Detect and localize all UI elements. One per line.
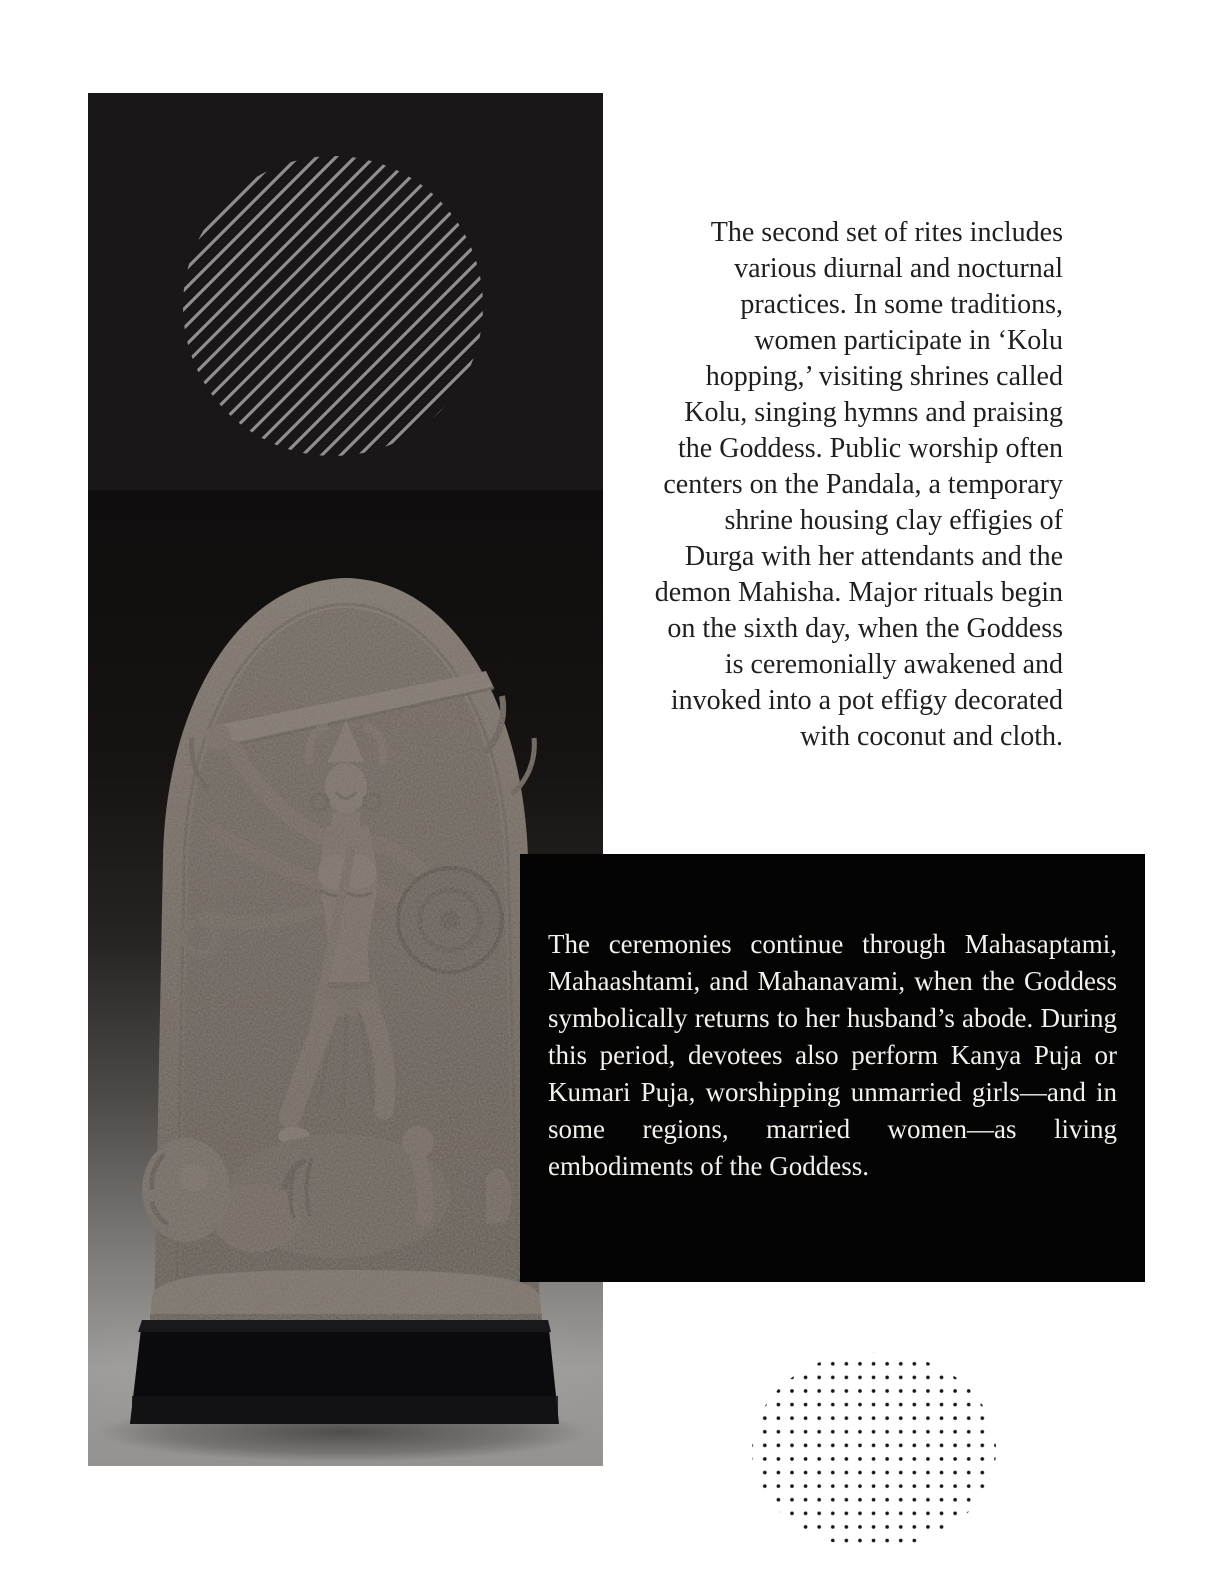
- halftone-dots-icon: [752, 1352, 996, 1548]
- highlight-box: [520, 854, 1145, 1282]
- media-panel: [88, 93, 603, 490]
- plinth: [130, 1320, 559, 1424]
- intro-paragraph: The second set of rites includes various diurnal and nocturnal practices. In some traditions, women participate in ‘Kolu hopping,’ visiting shrines called Kolu, singing hymns and praising the Goddess. Public worship often centers on the Pandala, a temporary shrine housing clay effigies of Durga with her attendants and the demon Mahisha. Major rituals begin on the sixth day, when the Goddess is ceremonially awakened and invoked into a pot effigy decorated with coconut and cloth.: [654, 217, 1063, 752]
- highlight-paragraph: The ceremonies continue through Mahasaptami, Mahaashtami, and Mahanavami, when the Goddess symbolically returns to her husband’s abode. During this period, devotees also perform Kanya Puja or Kumari Puja, worshipping unmarried girls—and in some regions, married women—as living embodiments of the Goddess.: [548, 929, 1117, 1181]
- striped-circle-icon: [183, 156, 483, 456]
- stone-stele: [142, 578, 542, 1326]
